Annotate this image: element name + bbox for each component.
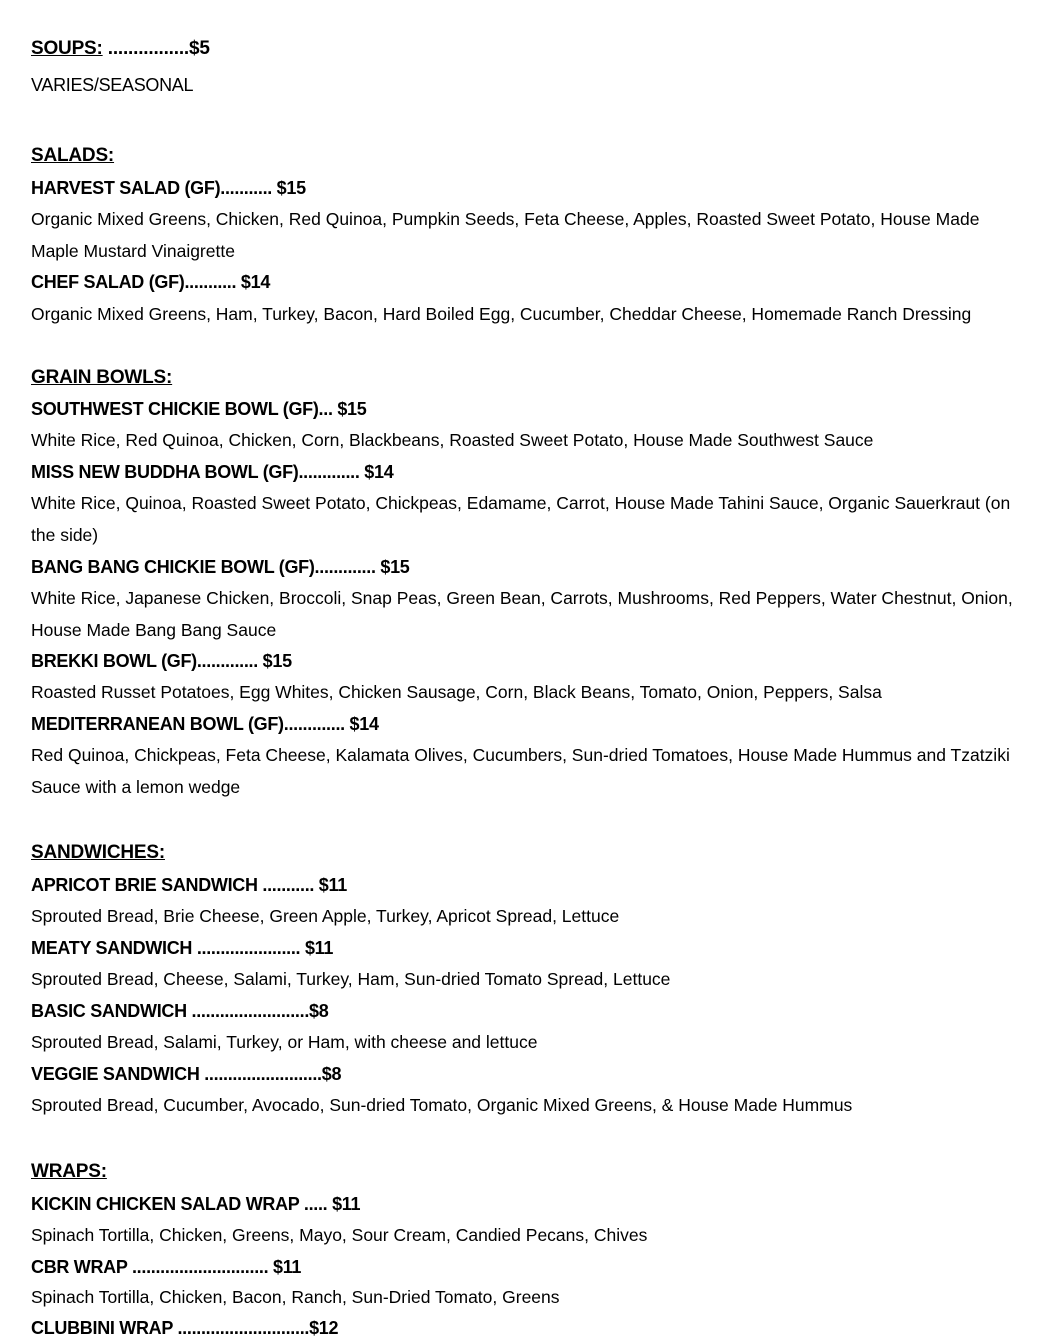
menu-item-description: White Rice, Japanese Chicken, Broccoli, Snap Peas, Green Bean, Carrots, Mushrooms, Red Peppers, Water Chestnut, Onion, House Made Bang Bang Sauce [31, 588, 1013, 640]
sandwiches-heading: SANDWICHES: [31, 842, 165, 863]
menu-item-description: Organic Mixed Greens, Chicken, Red Quinoa, Pumpkin Seeds, Feta Cheese, Apples, Roasted Sweet Potato, House Made Maple Mustard Vinaigrette [31, 209, 980, 261]
menu-item-description: Sprouted Bread, Salami, Turkey, or Ham, with cheese and lettuce [31, 1032, 538, 1052]
soups-title: SOUPS: [31, 38, 103, 59]
menu-item-description: Red Quinoa, Chickpeas, Feta Cheese, Kalamata Olives, Cucumbers, Sun-dried Tomatoes, House Made Hummus and Tzatziki Sauce with a lemon wedge [31, 745, 1010, 797]
wraps-heading: WRAPS: [31, 1161, 107, 1182]
menu-item-description: Roasted Russet Potatoes, Egg Whites, Chicken Sausage, Corn, Black Beans, Tomato, Onion, Peppers, Salsa [31, 682, 882, 702]
menu-item-description: Sprouted Bread, Brie Cheese, Green Apple, Turkey, Apricot Spread, Lettuce [31, 906, 620, 926]
menu-item-name: CHEF SALAD (GF)........... $14 [31, 272, 271, 292]
menu-item-description: Spinach Tortilla, Chicken, Greens, Mayo, Sour Cream, Candied Pecans, Chives [31, 1225, 648, 1245]
menu-item-name: KICKIN CHICKEN SALAD WRAP ..... $11 [31, 1194, 361, 1214]
menu-item-description: Spinach Tortilla, Chicken, Bacon, Ranch, Sun-Dried Tomato, Greens [31, 1287, 560, 1307]
menu-item-name: MISS NEW BUDDHA BOWL (GF)............. $14 [31, 462, 394, 482]
menu-item-description: White Rice, Quinoa, Roasted Sweet Potato, Chickpeas, Edamame, Carrot, House Made Tahini Sauce, Organic Sauerkraut (on the side) [31, 493, 1011, 545]
soups-price: $5 [189, 38, 210, 59]
salads-heading: SALADS: [31, 145, 115, 166]
menu-item-name: CBR WRAP ............................. $11 [31, 1257, 302, 1277]
menu-item-name: SOUTHWEST CHICKIE BOWL (GF)... $15 [31, 399, 367, 419]
grain-bowls-heading: GRAIN BOWLS: [31, 367, 173, 388]
menu-item-name: MEDITERRANEAN BOWL (GF)............. $14 [31, 714, 379, 734]
menu-item-name: BASIC SANDWICH .........................$8 [31, 1001, 329, 1021]
menu-item-name: VEGGIE SANDWICH .........................$8 [31, 1064, 342, 1084]
menu-item-name: APRICOT BRIE SANDWICH ........... $11 [31, 875, 347, 895]
menu-item-description: Organic Mixed Greens, Ham, Turkey, Bacon, Hard Boiled Egg, Cucumber, Cheddar Cheese, Homemade Ranch Dressing [31, 304, 972, 324]
menu-item-name: HARVEST SALAD (GF)........... $15 [31, 178, 306, 198]
menu-item-name: BREKKI BOWL (GF)............. $15 [31, 651, 292, 671]
soups-heading [31, 38, 210, 60]
menu-item-name: CLUBBINI WRAP ............................$12 [31, 1318, 339, 1338]
menu-item-name: MEATY SANDWICH ...................... $11 [31, 938, 334, 958]
soups-note: VARIES/SEASONAL [31, 75, 194, 95]
menu-item-description: Sprouted Bread, Cheese, Salami, Turkey, Ham, Sun-dried Tomato Spread, Lettuce [31, 969, 671, 989]
menu-item-name: BANG BANG CHICKIE BOWL (GF)............. $15 [31, 557, 410, 577]
soups-dots: ................ [102, 38, 189, 59]
menu-item-description: White Rice, Red Quinoa, Chicken, Corn, Blackbeans, Roasted Sweet Potato, House Made Southwest Sauce [31, 430, 874, 450]
menu-item-description: Sprouted Bread, Cucumber, Avocado, Sun-dried Tomato, Organic Mixed Greens, & House Made Hummus [31, 1095, 853, 1115]
